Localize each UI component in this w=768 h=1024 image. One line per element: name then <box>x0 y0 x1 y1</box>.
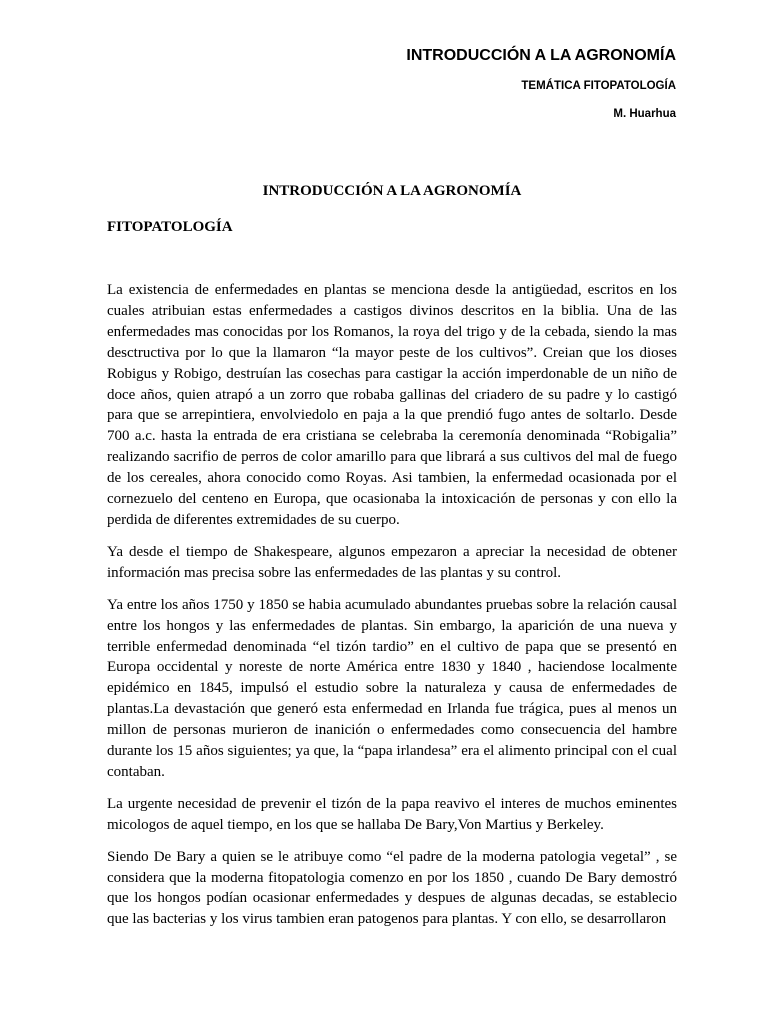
header-subtitle: TEMÁTICA FITOPATOLOGÍA <box>521 80 676 92</box>
running-header <box>406 44 676 122</box>
header-title: INTRODUCCIÓN A LA AGRONOMÍA <box>406 47 676 64</box>
document-body <box>107 180 677 941</box>
document-title: INTRODUCCIÓN A LA AGRONOMÍA <box>262 183 522 199</box>
paragraph: La existencia de enfermedades en plantas se menciona desde la antigüedad, escritos en los cuales atribuian estas enfermedades a castigos divinos descritos en la biblia. Una de las enfermedades mas conocidas por los Romanos, la roya del trigo y de la cebada, siendo la mas desctructiva por lo que la llamaron “la mayor peste de los cultivos”. Creian que los dioses Robigus y Robigo, destruían las cosechas para castigar la acción imperdonable de un niño de doce años, quien atrapó a un zorro que robaba gallinas del criadero de su padre y lo castigó para que se arrepintiera, envolviedolo en paja a la que prendió fugo antes de soltarlo. Desde 700 a.c. hasta la entrada de era cristiana se celebraba la ceremonía denominada “Robigalia” realizando sacrifio de perros de color amarillo para que librará a sus cultivos del mal de fuego de los cereales, ahora conocido como Royas. Asi tambien, la enfermedad ocasionada por el cornezuelo del centeno en Europa, que ocasionaba la intoxicación de personas y con ello la perdida de diferentes extremidades de su cuerpo. <box>107 282 677 528</box>
paragraph: Ya desde el tiempo de Shakespeare, algunos empezaron a apreciar la necesidad de obtener información mas precisa sobre las enfermedades de las plantas y su control. <box>107 543 677 581</box>
paragraph: Ya entre los años 1750 y 1850 se habia acumulado abundantes pruebas sobre la relación causal entre los hongos y las enfermedades de plantas. Sin embargo, la aparición de una nueva y terrible enfermedad denominada “el tizón tardio” en el cultivo de papa que se presentó en Europa occidental y noreste de norte América entre 1830 y 1840 , haciendose localmente epidémico en 1845, impulsó el estudio sobre la naturaleza y causa de enfermedades de plantas.La devastación que generó esta enfermedad en Irlanda fue trágica, pues al menos un millon de personas murieron de inanición o enfermedades como consecuencia del hambre durante los 15 años siguientes; ya que, la “papa irlandesa” era el alimento principal con el cual contaban. <box>107 596 677 780</box>
paragraph: La urgente necesidad de prevenir el tizón de la papa reavivo el interes de muchos eminentes micologos de aquel tiempo, en los que se hallaba De Bary,Von Martius y Berkeley. <box>107 795 677 833</box>
paragraph: Siendo De Bary a quien se le atribuye como “el padre de la moderna patologia vegetal” , se considera que la moderna fitopatologia comenzo en por los 1850 , cuando De Bary demostró que los hongos podían ocasionar enfermedades y despues de algunas decadas, se establecio que las bacterias y los virus tambien eran patogenos para plantas. Y con ello, se desarrollaron <box>107 848 677 928</box>
header-author: M. Huarhua <box>613 108 676 120</box>
section-heading: FITOPATOLOGÍA <box>107 219 233 235</box>
